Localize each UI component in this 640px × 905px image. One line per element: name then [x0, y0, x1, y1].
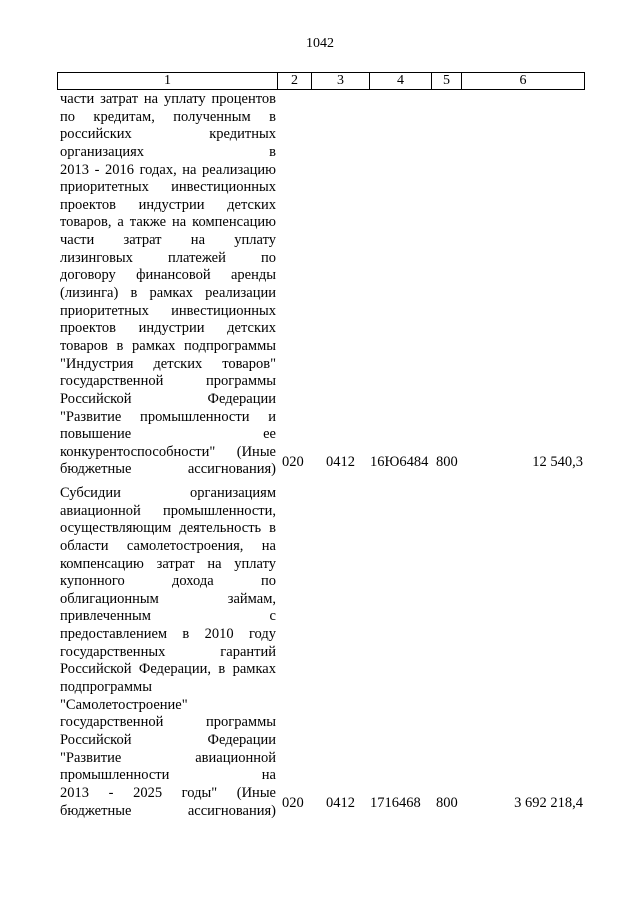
description-line: государственных гарантий — [60, 643, 276, 660]
column-header-2: 2 — [278, 73, 312, 89]
description-line: (лизинга) в рамках реализации — [60, 285, 276, 302]
description-line: компенсацию затрат на уплату — [60, 555, 276, 572]
row-2-ministry-code: 020 — [282, 794, 304, 811]
column-header-4: 4 — [370, 73, 432, 89]
description-line: конкурентоспособности" (Иные — [60, 443, 276, 460]
description-line: 2013 - 2025 годы" (Иные — [60, 784, 276, 801]
row-1-section-code: 0412 — [326, 453, 355, 470]
description-line: Субсидии организациям — [60, 485, 276, 501]
column-header-5: 5 — [432, 73, 462, 89]
page-number: 1042 — [306, 36, 334, 51]
description-line: Российской Федерации, в рамках — [60, 661, 276, 678]
row-2-section-code: 0412 — [326, 794, 355, 811]
table-header-row — [57, 72, 585, 90]
description-line: "Индустрия детских товаров" — [60, 355, 276, 372]
description-line: Российской Федерации — [60, 731, 276, 748]
description-line: части затрат на уплату процентов — [60, 91, 276, 107]
description-line: лизинговых платежей по — [60, 249, 276, 266]
description-line: товаров, а также на компенсацию — [60, 214, 276, 231]
row-2-target-code: 1716468 — [370, 794, 421, 811]
description-line: повышение ее — [60, 426, 276, 443]
row-1-target-code: 16Ю6484 — [370, 453, 429, 470]
description-line: промышленности на — [60, 767, 276, 784]
description-line: проектов индустрии детских — [60, 196, 276, 213]
description-line: "Развитие авиационной — [60, 749, 276, 766]
column-header-6: 6 — [519, 73, 527, 88]
description-line: приоритетных инвестиционных — [60, 302, 276, 319]
description-line: проектов индустрии детских — [60, 320, 276, 337]
description-line: Российской Федерации — [60, 390, 276, 407]
description-line: государственной программы — [60, 373, 276, 390]
row-2-description — [60, 485, 276, 820]
column-header-1: 1 — [58, 73, 278, 89]
row-2-expense-type: 800 — [436, 794, 458, 811]
description-line: по кредитам, полученным в — [60, 108, 276, 125]
description-line: авиационной промышленности, — [60, 502, 276, 519]
description-line: облигационным займам, — [60, 590, 276, 607]
description-line: "Самолетостроение" — [60, 696, 188, 713]
description-line: предоставлением в 2010 году — [60, 626, 276, 643]
description-line: бюджетные ассигнования) — [60, 461, 276, 478]
description-line: части затрат на уплату — [60, 232, 276, 249]
column-header-3: 3 — [312, 73, 370, 89]
description-line: 2013 - 2016 годах, на реализацию — [60, 161, 276, 178]
row-2-amount: 3 692 218,4 — [514, 794, 583, 811]
description-line: приоритетных инвестиционных — [60, 179, 276, 196]
description-line: товаров в рамках подпрограммы — [60, 337, 276, 354]
description-line: российских кредитных — [60, 126, 276, 143]
description-line: бюджетные ассигнования) — [60, 802, 276, 819]
row-1-description — [60, 91, 276, 479]
description-line: привлеченным с — [60, 608, 276, 625]
description-line: области самолетостроения, на — [60, 537, 276, 554]
description-line: "Развитие промышленности и — [60, 408, 276, 425]
row-1-expense-type: 800 — [436, 453, 458, 470]
description-line: купонного дохода по — [60, 573, 276, 590]
description-line: осуществляющим деятельность в — [60, 520, 276, 537]
description-line: государственной программы — [60, 714, 276, 731]
description-line: организациях в — [60, 143, 276, 160]
description-line: договору финансовой аренды — [60, 267, 276, 284]
row-1-ministry-code: 020 — [282, 453, 304, 470]
description-line: подпрограммы — [60, 679, 152, 696]
row-1-amount: 12 540,3 — [532, 453, 583, 470]
